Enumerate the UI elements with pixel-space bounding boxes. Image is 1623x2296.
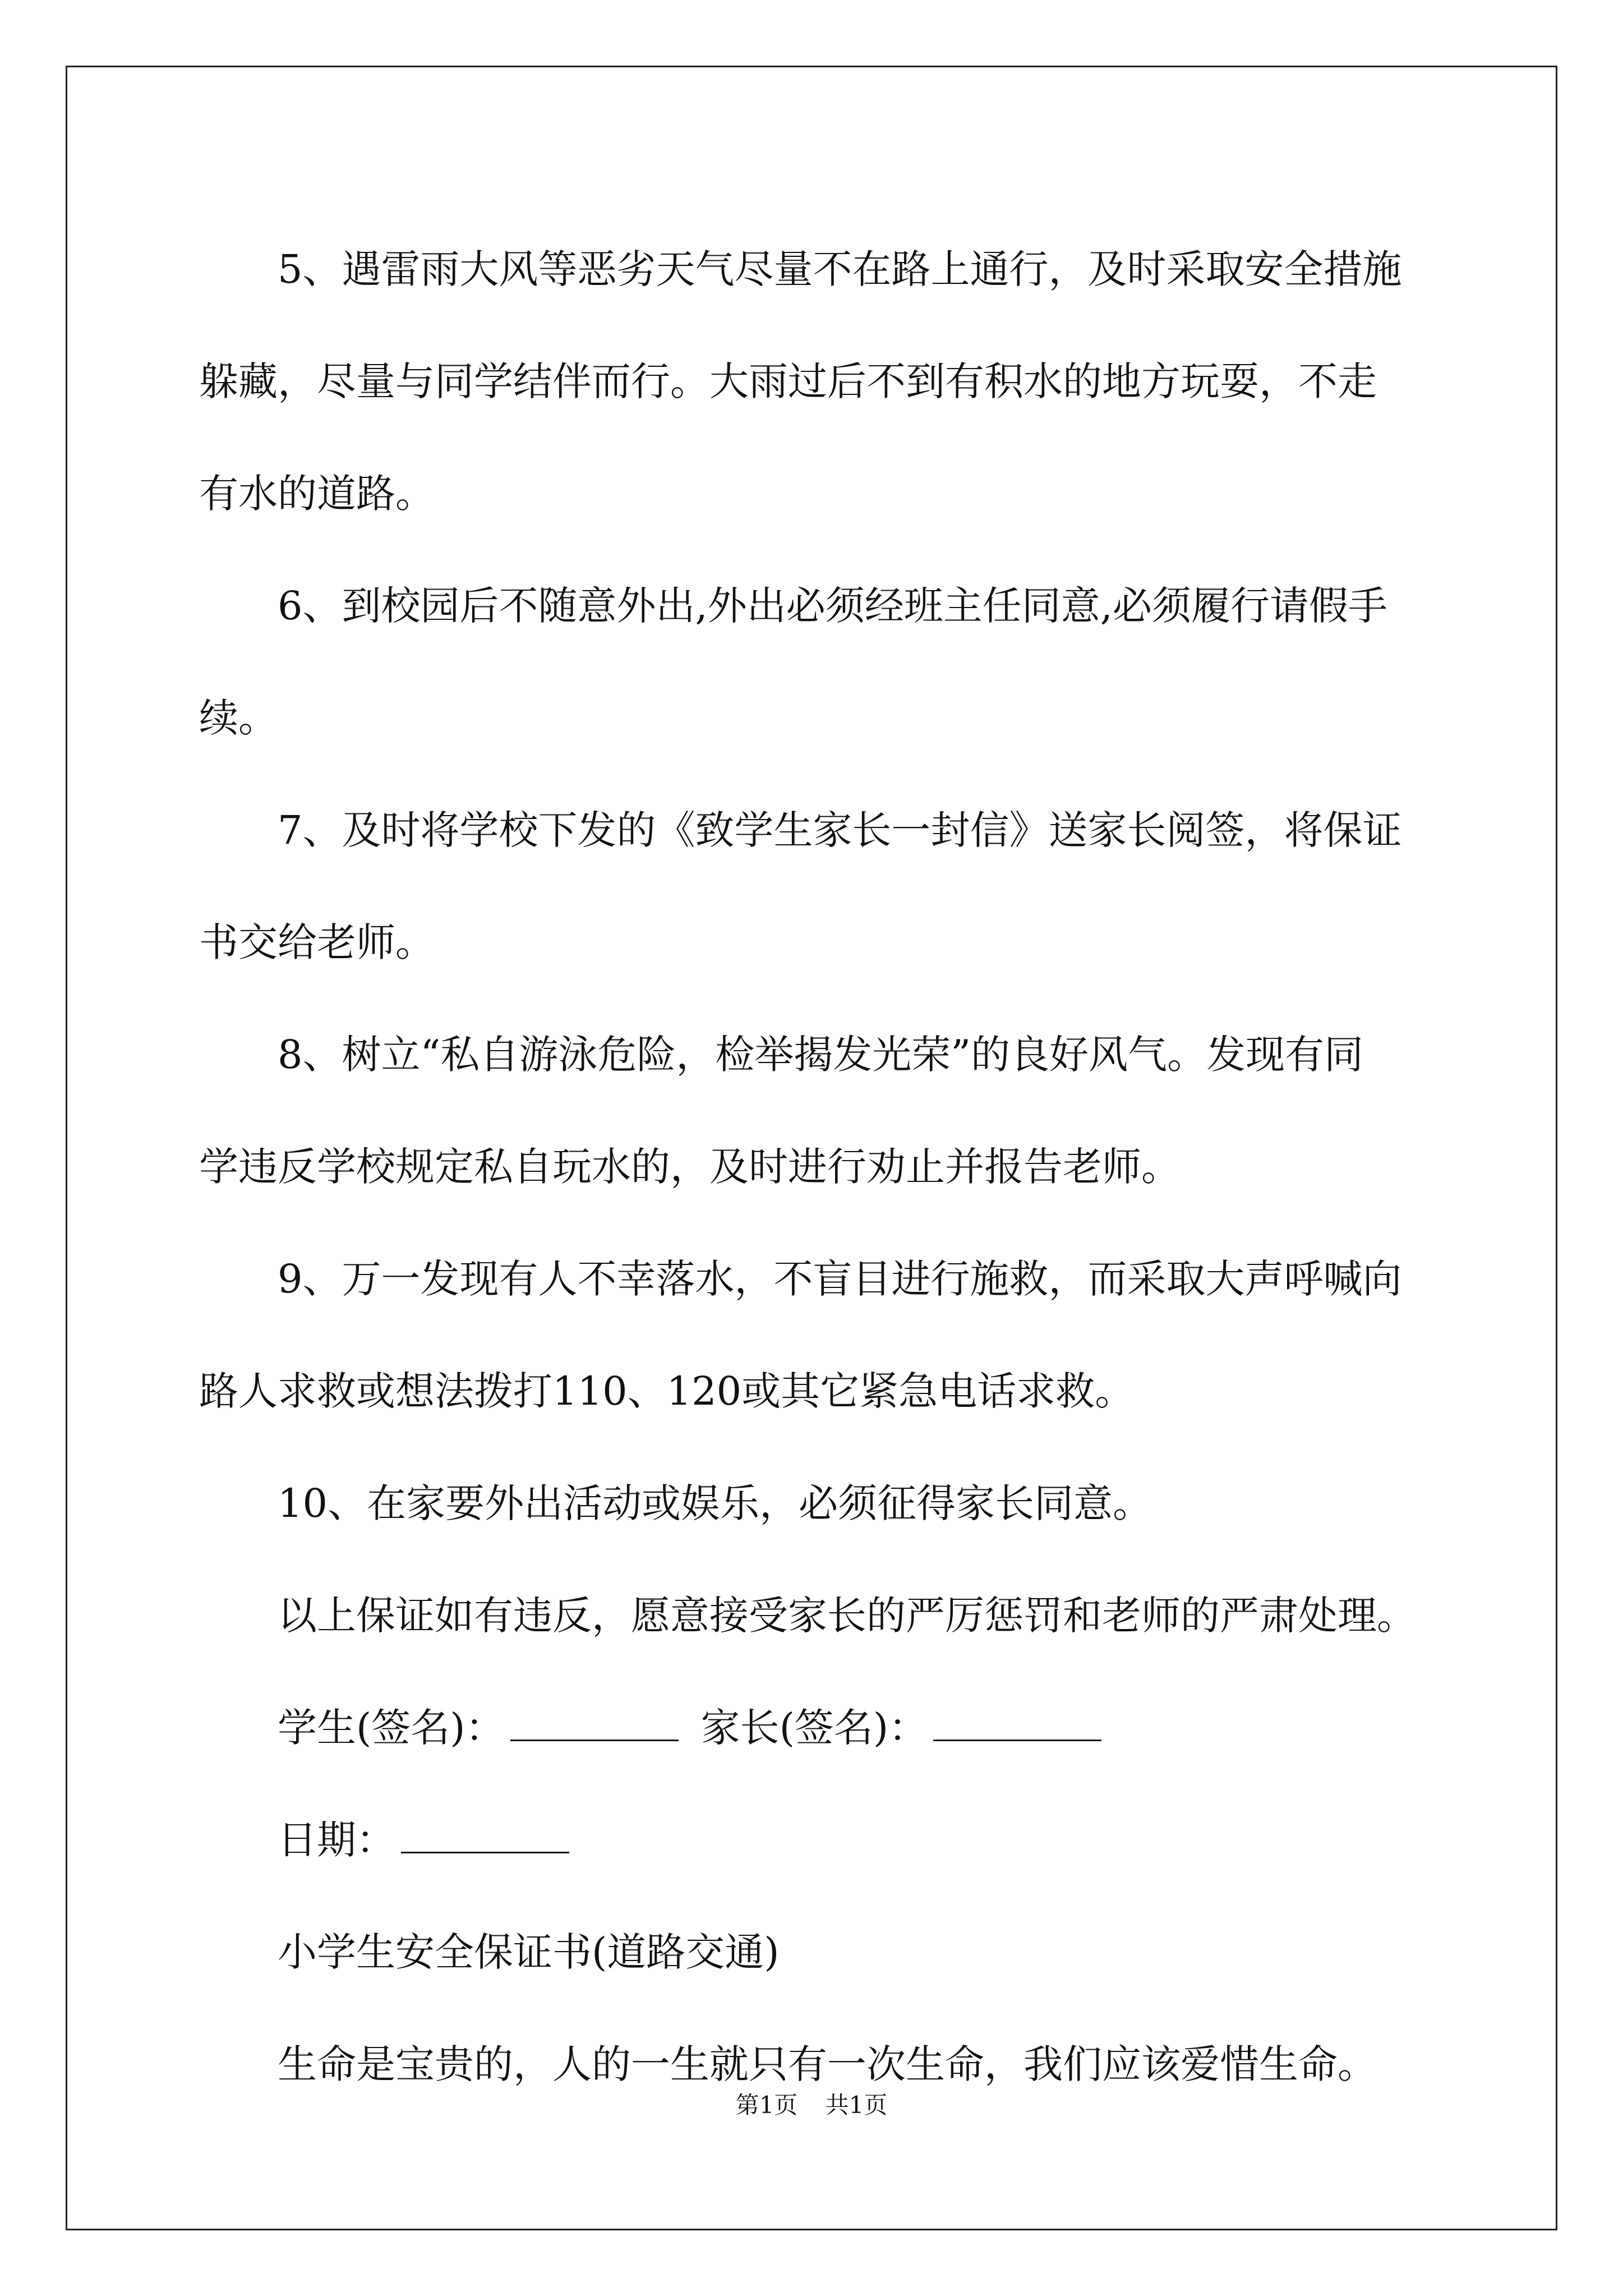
signature-row	[199, 1672, 1444, 1784]
list-item-line: 8、树立“私自游泳危险，检举揭发光荣”的良好风气。发现有同	[278, 1032, 1364, 1078]
list-item-5	[199, 213, 1444, 550]
section-title-text: 小学生安全保证书(道路交通)	[278, 1929, 780, 1975]
list-item-line: 10、在家要外出活动或娱乐，必须征得家长同意。	[278, 1480, 1152, 1526]
list-item-line: 5、遇雷雨大风等恶劣天气尽量不在路上通行，及时采取安全措施	[278, 246, 1402, 292]
parent-signature-field[interactable]	[933, 1707, 1101, 1741]
page-number-total: 共1页	[825, 2091, 888, 2119]
list-item-10	[199, 1447, 1444, 1559]
list-item-line: 续。	[199, 695, 278, 741]
list-item-line: 9、万一发现有人不幸落水，不盲目进行施救，而采取大声呼喊向	[278, 1256, 1402, 1302]
date-field[interactable]	[401, 1819, 569, 1853]
list-item-6	[199, 550, 1444, 774]
list-item-line: 躲藏，尽量与同学结伴而行。大雨过后不到有积水的地方玩耍，不走	[199, 358, 1377, 404]
signature-line	[199, 1672, 1444, 1784]
student-signature-label: 学生(签名)：	[278, 1705, 505, 1751]
list-item-9	[199, 1223, 1444, 1447]
closing-text: 以上保证如有违反，愿意接受家长的严厉惩罚和老师的严肃处理。	[278, 1593, 1416, 1639]
date-label: 日期：	[278, 1817, 395, 1863]
list-item-line: 路人求救或想法拨打110、120或其它紧急电话求救。	[199, 1368, 1135, 1414]
list-item-8	[199, 999, 1444, 1223]
list-item-line: 有水的道路。	[199, 471, 435, 517]
section-title	[199, 1896, 1444, 2008]
date-line	[199, 1784, 1444, 1896]
page-number-current: 第1页	[735, 2091, 798, 2119]
closing-statement	[199, 1559, 1444, 1672]
page-footer	[0, 2087, 1623, 2120]
student-signature-field[interactable]	[510, 1707, 679, 1741]
list-item-line: 7、及时将学校下发的《致学生家长一封信》送家长阅签，将保证	[278, 807, 1402, 853]
list-item-line: 6、到校园后不随意外出,外出必须经班主任同意,必须履行请假手	[278, 583, 1388, 629]
document-body	[199, 213, 1444, 2120]
section-intro-text: 生命是宝贵的，人的一生就只有一次生命，我们应该爱惜生命。	[278, 2041, 1377, 2087]
list-item-7	[199, 774, 1444, 999]
list-item-line: 学违反学校规定私自玩水的，及时进行劝止并报告老师。	[199, 1144, 1181, 1190]
parent-signature-label: 家长(签名)：	[700, 1705, 928, 1751]
date-row	[199, 1784, 1444, 1896]
list-item-line: 书交给老师。	[199, 919, 435, 965]
